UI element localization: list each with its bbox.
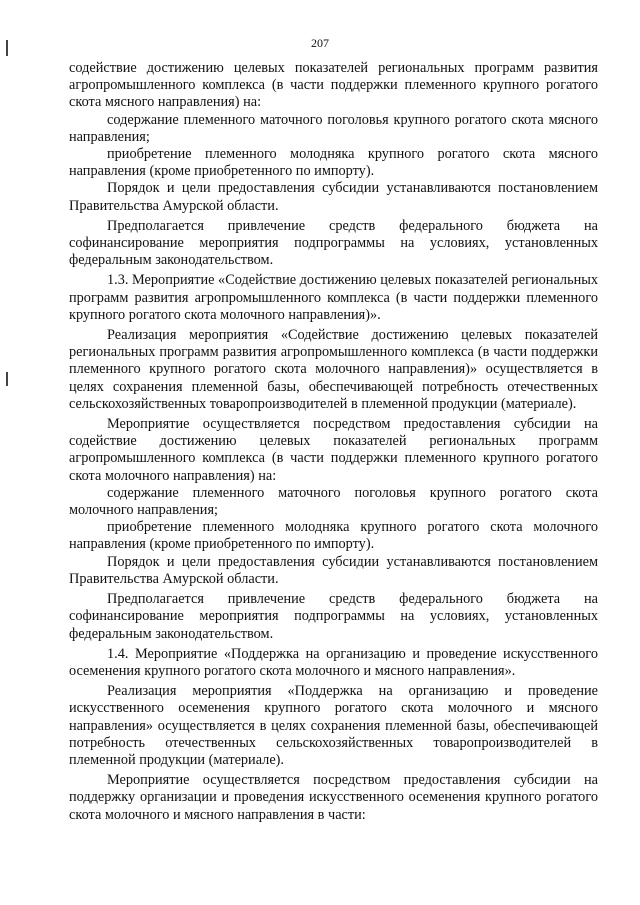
paragraph: Мероприятие осуществляется посредством предоставления субсидии на поддержку организации и проведения искусственного осеменения крупного рогатого скота молочного и мясного направления в части: <box>69 772 598 823</box>
paragraph: Предполагается привлечение средств федерального бюджета на софинансирование мероприятия подпрограммы на условиях, установленных федеральным законодательством. <box>69 217 598 269</box>
paragraph: приобретение племенного молодняка крупного рогатого скота молочного направления (кроме приобретенного по импорту). <box>69 519 598 553</box>
paragraph: Порядок и цели предоставления субсидии устанавливаются постановлением Правительства Амурской области. <box>69 553 598 587</box>
paragraph: содействие достижению целевых показателей региональных программ развития агропромышленного комплекса (в части поддержки племенного крупного рогатого скота мясного направления) на: <box>69 60 598 111</box>
paragraph: приобретение племенного молодняка крупного рогатого скота мясного направления (кроме приобретенного по импорту). <box>69 146 598 180</box>
left-edge-mark <box>6 372 8 386</box>
paragraph: Реализация мероприятия «Содействие достижению целевых показателей региональных программ развития агропромышленного комплекса (в части поддержки племенного крупного рогатого скота молочного направления)» осуществляется в целях сохранения племенной базы, обеспечивающей потребность отечественных сельскохозяйственных товаропроизводителей в племенной продукции (материале). <box>69 327 598 412</box>
paragraph: содержание племенного маточного поголовья крупного рогатого скота мясного направления; <box>69 111 598 145</box>
section-heading: 1.4. Мероприятие «Поддержка на организацию и проведение искусственного осеменения крупного рогатого скота молочного и мясного направления». <box>69 645 598 679</box>
section-heading: 1.3. Мероприятие «Содействие достижению целевых показателей региональных программ развития агропромышленного комплекса (в части поддержки племенного крупного рогатого скота молочного направления)». <box>69 272 598 323</box>
page-number: 207 <box>311 36 329 50</box>
paragraph: Предполагается привлечение средств федерального бюджета на софинансирование мероприятия подпрограммы на условиях, установленных федеральным законодательством. <box>69 591 598 642</box>
document-body <box>69 60 598 824</box>
paragraph: Порядок и цели предоставления субсидии устанавливаются постановлением Правительства Амурской области. <box>69 180 598 214</box>
paragraph: содержание племенного маточного поголовья крупного рогатого скота молочного направления; <box>69 484 598 519</box>
paragraph: Мероприятие осуществляется посредством предоставления субсидии на содействие достижению целевых показателей региональных программ агропромышленного комплекса (в части поддержки племенного крупного рогатого скота молочного направления) на: <box>69 416 598 484</box>
paragraph: Реализация мероприятия «Поддержка на организацию и проведение искусственного осеменения крупного рогатого скота молочного и мясного направления» осуществляется в целях сохранения племенной базы, обеспечивающей потребность отечественных сельскохозяйственных товаропроизводителей в племенной продукции (материале). <box>69 683 598 768</box>
